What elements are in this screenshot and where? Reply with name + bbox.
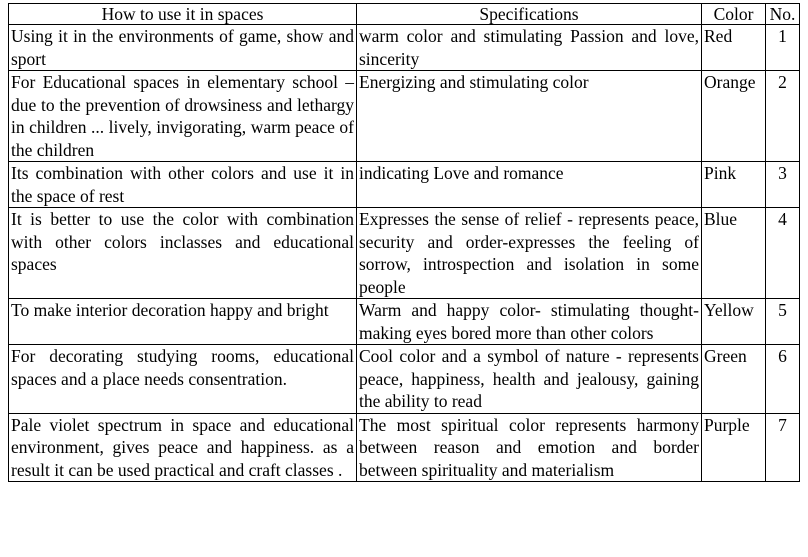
cell-color: Orange xyxy=(702,71,766,162)
table-row xyxy=(9,25,800,71)
cell-number: 2 xyxy=(766,71,800,162)
table-row xyxy=(9,299,800,345)
table-row xyxy=(9,71,800,162)
cell-spec: indicating Love and romance xyxy=(357,162,702,208)
table-row xyxy=(9,162,800,208)
cell-color: Purple xyxy=(702,413,766,482)
cell-number: 4 xyxy=(766,208,800,299)
cell-spec: Cool color and a symbol of nature - represents peace, happiness, health and jealousy, gaining the ability to read xyxy=(357,345,702,414)
cell-color: Blue xyxy=(702,208,766,299)
header-number: No. xyxy=(766,4,800,25)
table-row xyxy=(9,345,800,414)
cell-use: It is better to use the color with combination with other colors inclasses and educational spaces xyxy=(9,208,357,299)
header-specifications: Specifications xyxy=(357,4,702,25)
header-color: Color xyxy=(702,4,766,25)
cell-number: 7 xyxy=(766,413,800,482)
cell-color: Red xyxy=(702,25,766,71)
cell-number: 5 xyxy=(766,299,800,345)
cell-use: Using it in the environments of game, show and sport xyxy=(9,25,357,71)
color-usage-table xyxy=(8,3,800,482)
cell-number: 6 xyxy=(766,345,800,414)
cell-color: Pink xyxy=(702,162,766,208)
cell-spec: warm color and stimulating Passion and love, sincerity xyxy=(357,25,702,71)
cell-use: Its combination with other colors and use it in the space of rest xyxy=(9,162,357,208)
cell-spec: Warm and happy color- stimulating thought- making eyes bored more than other colors xyxy=(357,299,702,345)
cell-color: Yellow xyxy=(702,299,766,345)
table-row xyxy=(9,208,800,299)
cell-use: Pale violet spectrum in space and educational environment, gives peace and happiness. as a result it can be used practical and craft classes . xyxy=(9,413,357,482)
cell-use: For decorating studying rooms, educational spaces and a place needs consentration. xyxy=(9,345,357,414)
cell-number: 3 xyxy=(766,162,800,208)
header-how-to-use: How to use it in spaces xyxy=(9,4,357,25)
cell-spec: Energizing and stimulating color xyxy=(357,71,702,162)
table-row xyxy=(9,413,800,482)
cell-use: For Educational spaces in elementary school – due to the prevention of drowsiness and lethargy in children ... lively, invigorating, warm peace of the children xyxy=(9,71,357,162)
cell-use: To make interior decoration happy and bright xyxy=(9,299,357,345)
table-header-row xyxy=(9,4,800,25)
cell-spec: The most spiritual color represents harmony between reason and emotion and border between spirituality and materialism xyxy=(357,413,702,482)
cell-number: 1 xyxy=(766,25,800,71)
cell-color: Green xyxy=(702,345,766,414)
cell-spec: Expresses the sense of relief - represents peace, security and order-expresses the feeling of sorrow, introspection and isolation in some people xyxy=(357,208,702,299)
